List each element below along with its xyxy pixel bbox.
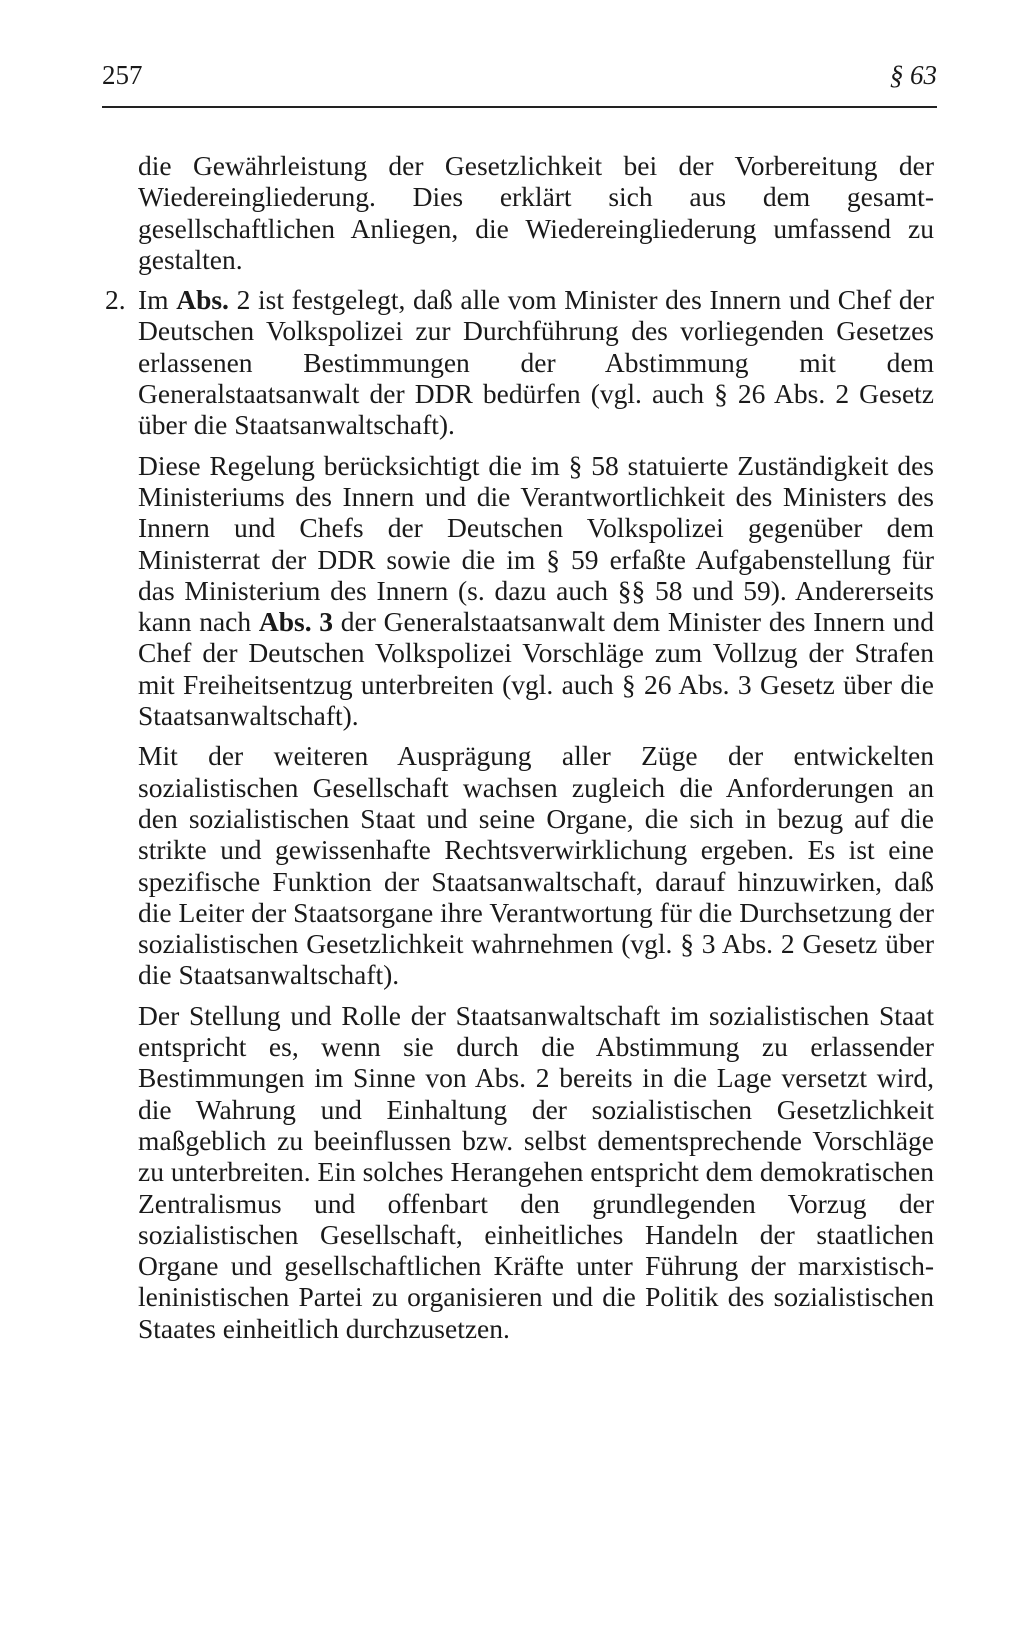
text-segment: Der Stellung und Rolle der Staatsanwaltschaft im sozialistischen Staat entspricht es, wenn sie durch die Abstimmung zu erlassender Bestimmungen im Sinne von Abs. 2 bereits in die Lage versetzt wird, die Wahrung und Einhaltung der sozialistischen Gesetzlichkeit maßgeblich zu beeinflussen bzw. selbst dementsprechende Vorschläge zu unterbreiten. Ein solches Herangehen entspricht dem demokratischen Zentralismus und offenbart den grundlegenden Vorzug der sozialistischen Gesellschaft, einheitliches Handeln der staatlichen Organe und gesellschaftlichen Kräfte unter Führung der marxistisch-leninistischen Partei zu organisieren und die Politik des sozialistischen Staates einheitlich durchzusetzen. xyxy=(138,999,934,1344)
text-segment: 2 ist festgelegt, daß alle vom Minister des Innern und Chef der Deutschen Volkspolizei zur Durchführung des vorliegenden Gesetzes erlassenen Bestimmungen der Abstimmung mit dem Generalstaatsanwalt der DDR bedürfen (vgl. auch § 26 Abs. 2 Gesetz über die Staatsanwaltschaft). xyxy=(138,284,934,441)
paragraph xyxy=(105,284,934,441)
paragraph xyxy=(138,150,934,275)
header-rule xyxy=(102,106,937,108)
list-number: 2. xyxy=(105,284,126,316)
paragraph xyxy=(138,450,934,732)
body-text xyxy=(105,150,934,1353)
text-segment: der Generalstaatsanwalt dem Minister des Innern und Chef der Deutschen Volkspolizei Vorschläge zum Vollzug der Strafen mit Freiheitsentzug unterbreiten (vgl. auch § 26 Abs. 3 Gesetz über die Staatsanwaltschaft). xyxy=(138,606,934,732)
paragraph xyxy=(138,1000,934,1344)
paragraph xyxy=(138,740,934,990)
text-segment: Im xyxy=(138,284,177,316)
bold-reference: Abs. 3 xyxy=(258,606,334,638)
text-segment: Mit der weiteren Ausprägung aller Züge der entwickelten sozialistischen Gesellschaft wachsen zugleich die Anforderungen an den sozialistischen Staat und seine Organe, die sich in bezug auf die strikte und gewissenhafte Rechtsverwirklichung ergeben. Es ist eine spezifische Funktion der Staatsanwaltschaft, darauf hinzuwirken, daß die Leiter der Staatsorgane ihre Verantwortung für die Durchsetzung der sozialistischen Gesetzlichkeit wahrnehmen (vgl. § 3 Abs. 2 Gesetz über die Staatsanwaltschaft). xyxy=(138,740,934,991)
text-segment: Diese Regelung berücksichtigt die im § 58 statuierte Zuständigkeit des Ministeriums des Innern und die Verantwortlichkeit des Ministers des Innern und Chefs der Deutschen Volkspolizei gegenüber dem Ministerrat der DDR sowie die im § 59 erfaßte Aufgabenstellung für das Ministerium des Innern (s. dazu auch §§ 58 und 59). Andererseits kann nach xyxy=(138,449,934,638)
text-segment: die Gewährleistung der Gesetzlichkeit bei der Vorbereitung der Wiedereingliederung. Dies erklärt sich aus dem gesamtgesellschaftlichen Anliegen, die Wiedereingliederung umfassend zu gestalten. xyxy=(138,150,934,275)
section-reference: § 63 xyxy=(889,60,937,90)
page-header xyxy=(102,60,937,100)
page-number: 257 xyxy=(102,60,143,90)
bold-reference: Abs. xyxy=(176,284,229,316)
